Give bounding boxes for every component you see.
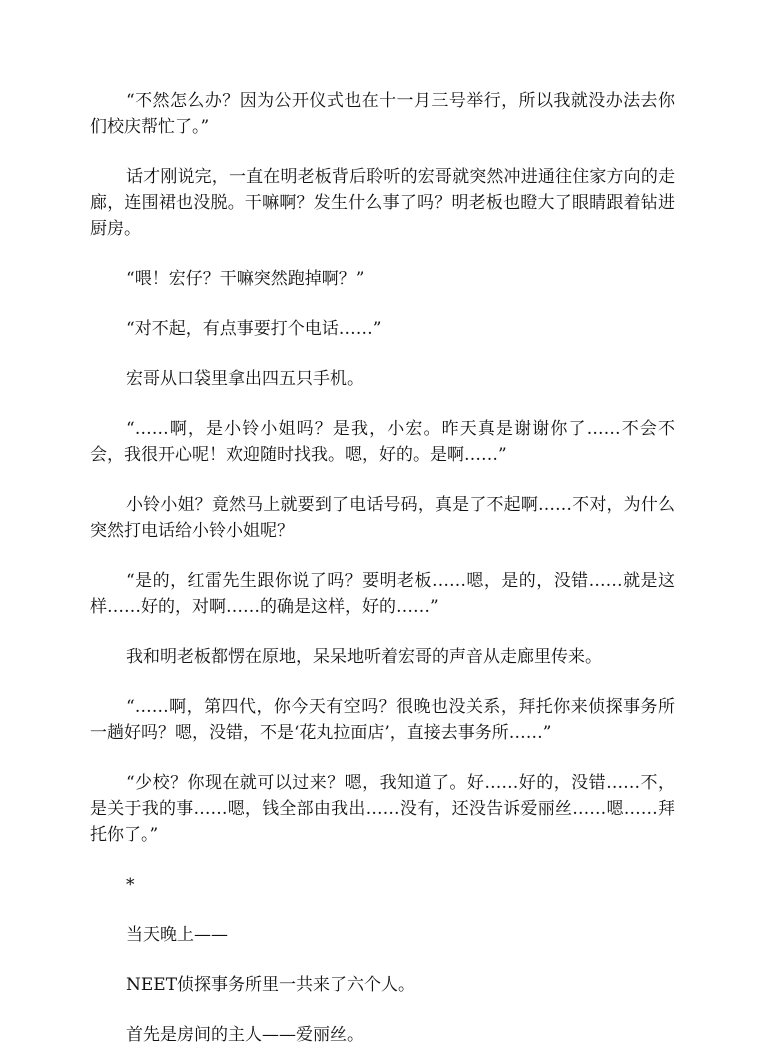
paragraph-14: 首先是房间的主人——爱丽丝。	[126, 1025, 364, 1045]
paragraph-1: “不然怎么办？因为公开仪式也在十一月三号举行，所以我就没办法去你们校庆帮忙了。”	[90, 91, 675, 137]
paragraph-11: “少校？你现在就可以过来？嗯，我知道了。好……好的，没错……不，是关于我的事……嗯，钱全部由我出……没有，还没告诉爱丽丝……嗯……拜托你了。”	[90, 773, 675, 845]
paragraph-10: “……啊，第四代，你今天有空吗？很晚也没关系，拜托你来侦探事务所一趟好吗？嗯，没错，不是‘花丸拉面店’，直接去事务所……”	[90, 697, 675, 743]
paragraph-13: NEET侦探事务所里一共来了六个人。	[126, 975, 416, 995]
paragraph-6: “……啊，是小铃小姐吗？是我，小宏。昨天真是谢谢你了……不会不会，我很开心呢！欢迎随时找我。嗯，好的。是啊……”	[90, 419, 675, 465]
scene-break: *	[126, 875, 135, 895]
paragraph-8: “是的，红雷先生跟你说了吗？要明老板……嗯，是的，没错……就是这样……好的，对啊……的确是这样，好的……”	[90, 571, 675, 617]
paragraph-12: 当天晚上——	[126, 925, 228, 945]
paragraph-9: 我和明老板都愣在原地，呆呆地听着宏哥的声音从走廊里传来。	[126, 647, 602, 667]
paragraph-3: “喂！宏仔？干嘛突然跑掉啊？”	[126, 269, 365, 289]
paragraph-5: 宏哥从口袋里拿出四五只手机。	[126, 369, 364, 389]
paragraph-2: 话才刚说完，一直在明老板背后聆听的宏哥就突然冲进通往住家方向的走廊，连围裙也没脱。干嘛啊？发生什么事了吗？明老板也瞪大了眼睛跟着钻进厨房。	[90, 167, 675, 239]
paragraph-4: “对不起，有点事要打个电话……”	[126, 319, 382, 339]
paragraph-7: 小铃小姐？竟然马上就要到了电话号码，真是了不起啊……不对，为什么突然打电话给小铃小姐呢？	[90, 495, 675, 541]
